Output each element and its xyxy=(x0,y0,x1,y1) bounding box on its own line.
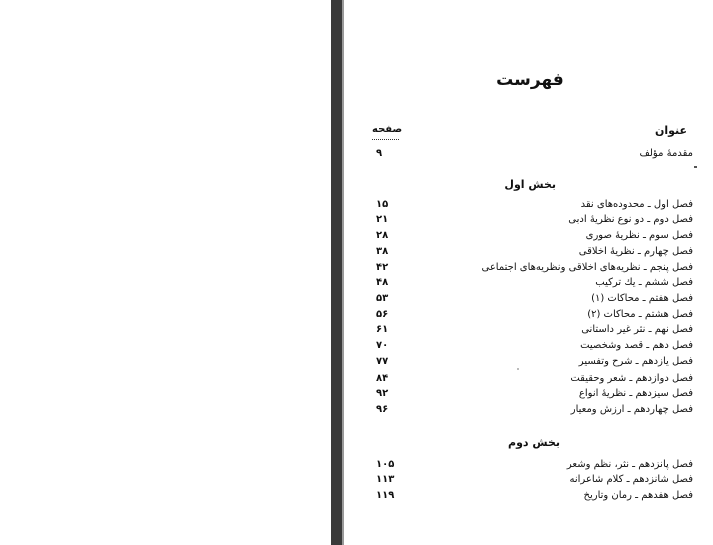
toc-entry-page: ۱۰۵ xyxy=(376,459,395,470)
toc-entry-title: فصل دهم ـ قصد وشخصیت xyxy=(580,340,693,351)
toc-entry xyxy=(370,260,693,275)
toc-entry-title: فصل نهم ـ نثر غیر داستانی xyxy=(581,324,693,335)
toc-entry xyxy=(370,228,693,243)
toc-entry-title: فصل هشتم ـ محاكات (۲) xyxy=(587,309,693,320)
toc-entry xyxy=(370,244,693,259)
toc-entry-page: ۵۶ xyxy=(376,309,389,320)
blank-left-page xyxy=(0,0,331,545)
toc-entry-page: ۲۱ xyxy=(376,214,389,225)
page-title: فهرست xyxy=(496,70,564,90)
toc-entry xyxy=(370,402,693,417)
toc-entry-page: ۸۴ xyxy=(376,373,389,384)
toc-entry xyxy=(370,212,693,227)
print-mark xyxy=(694,166,697,168)
toc-entry xyxy=(370,472,693,487)
toc-entry-page: ۹۲ xyxy=(376,388,389,399)
scan-speck xyxy=(517,368,519,370)
toc-entry-page: ۷۷ xyxy=(376,356,389,367)
toc-entry-title: فصل پنجم ـ نظریه‌های اخلاقی ونظریه‌های اجتماعی xyxy=(481,262,693,273)
toc-entry-title: فصل یازدهم ـ شرح وتفسیر xyxy=(578,356,693,367)
toc-entry-page: ۵۳ xyxy=(376,293,389,304)
book-spine-gutter xyxy=(331,0,342,545)
toc-entry-page: ۶۱ xyxy=(376,324,389,335)
toc-entry-page: ۹۶ xyxy=(376,404,389,415)
toc-entry-page: ۹ xyxy=(376,148,383,159)
toc-entry xyxy=(370,371,693,386)
toc-entry xyxy=(370,322,693,337)
toc-entry-page: ۷۰ xyxy=(376,340,389,351)
toc-entry-title: فصل سوم ـ نظریهٔ صوری xyxy=(585,230,693,241)
toc-entry-title: فصل شانزدهم ـ كلام شاعرانه xyxy=(569,474,693,485)
toc-entry-title: فصل هفدهم ـ رمان وتاریخ xyxy=(583,490,693,501)
toc-entry xyxy=(370,386,693,401)
toc-entry-intro xyxy=(370,146,693,161)
toc-entry-title: فصل چهاردهم ـ ارزش ومعیار xyxy=(570,404,693,415)
toc-entry-page: ۴۸ xyxy=(376,277,389,288)
toc-entry-page: ۱۵ xyxy=(376,199,389,210)
toc-entry xyxy=(370,457,693,472)
toc-entry xyxy=(370,197,693,212)
toc-entry xyxy=(370,291,693,306)
toc-entry-title: فصل سیزدهم ـ نظریهٔ انواع xyxy=(578,388,693,399)
toc-entry-page: ۱۱۳ xyxy=(376,474,395,485)
section-heading-1: بخش اول xyxy=(504,178,556,191)
toc-entry-title: فصل دوازدهم ـ شعر وحقیقت xyxy=(570,373,693,384)
page-column-underline xyxy=(372,139,399,140)
toc-entry-title: فصل چهارم ـ نظریهٔ اخلاقی xyxy=(578,246,693,257)
toc-entry xyxy=(370,488,693,503)
toc-entry-title: فصل اول ـ محدوده‌های نقد xyxy=(580,199,693,210)
toc-entry-page: ۱۱۹ xyxy=(376,490,395,501)
toc-entry-title: مقدمهٔ مؤلف xyxy=(639,148,693,159)
toc-entry xyxy=(370,338,693,353)
toc-entry xyxy=(370,275,693,290)
title-column-header: عنوان xyxy=(654,124,687,137)
toc-entry-page: ۲۸ xyxy=(376,230,389,241)
page-column-header: صفحه xyxy=(372,124,403,135)
toc-entry-page: ۴۲ xyxy=(376,262,389,273)
toc-entry xyxy=(370,354,693,369)
toc-entry-page: ۳۸ xyxy=(376,246,389,257)
toc-entry-title: فصل ششم ـ یك تركیب xyxy=(595,277,693,288)
toc-entry-title: فصل دوم ـ دو نوع نظریهٔ ادبی xyxy=(568,214,693,225)
toc-entry xyxy=(370,307,693,322)
toc-entry-title: فصل پانزدهم ـ نثر، نظم وشعر xyxy=(566,459,693,470)
section-heading-2: بخش دوم xyxy=(508,436,560,449)
toc-entry-title: فصل هفتم ـ محاكات (۱) xyxy=(591,293,693,304)
